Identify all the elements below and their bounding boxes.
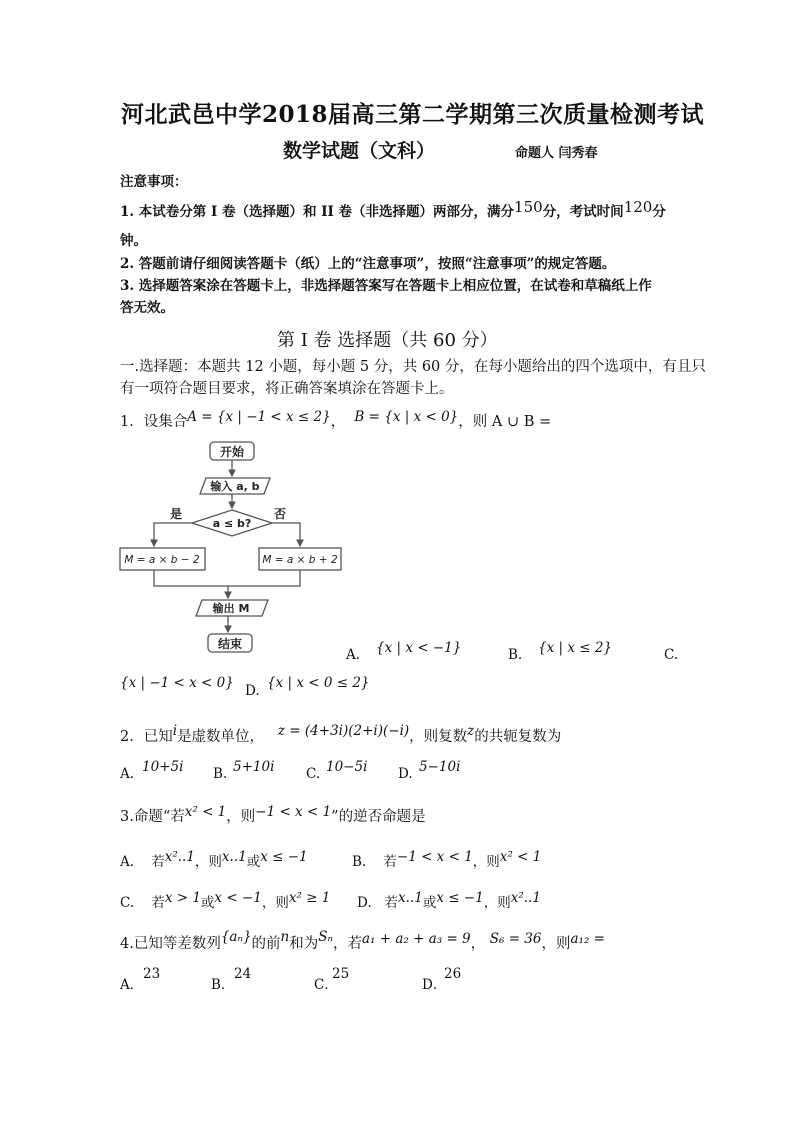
q3-d-6: x²..1 [510, 890, 541, 906]
q4-mid2: 和为 [289, 936, 319, 952]
q3-a-3: ，则 [194, 854, 222, 870]
q3-a-1: 若 [151, 854, 165, 870]
q2-option-d-label: D. [398, 766, 413, 782]
exam-time: 120 [623, 198, 653, 216]
q4-ask: ，则 [541, 936, 571, 952]
question-2-stem [120, 725, 561, 746]
q4-option-b: 24 [234, 966, 252, 982]
q3-b-4: x² < 1 [499, 849, 542, 865]
notes-item-1-text-b: 分，考试时间 [542, 204, 624, 220]
notes-item-3: 3. 选择题答案涂在答题卡上，非选择题答案写在答题卡上相应位置，在试卷和草稿纸上作 [120, 278, 652, 294]
flow-right-label: M = a × b + 2 [262, 554, 338, 566]
q3-a-2: x²..1 [164, 849, 195, 865]
q3-c-label: C. [120, 895, 135, 911]
q3-d-1: 若 [384, 895, 399, 911]
q2-option-d: 5−10i [419, 759, 461, 775]
q4-n: n [280, 929, 290, 945]
q3-c-3: 或 [200, 895, 215, 911]
q1-option-a-label: A. [346, 647, 361, 663]
flowchart [118, 438, 343, 660]
q1-comma: ， [330, 414, 346, 430]
section-title: 第 I 卷 选择题（共 60 分） [277, 330, 498, 351]
q2-option-b-label: B. [213, 766, 228, 782]
q3-d-4: x ≤ −1 [436, 890, 484, 906]
q4-option-d-label: D． [422, 977, 447, 993]
notes-item-3-cont: 答无效。 [120, 300, 174, 316]
question-3-stem [120, 805, 426, 826]
section-intro-1: 一.选择题：本题共 12 小题，每小题 5 分，共 60 分，在每小题给出的四个选项中，有且只 [120, 359, 706, 375]
flow-output-label: 输出 M [212, 602, 250, 615]
q3-suffix: ”的逆否命题是 [331, 809, 426, 825]
q2-ask-b: 的共轭复数为 [474, 729, 562, 745]
q4-prefix: 4.已知等差数列 [120, 936, 221, 952]
q1-option-c: {x | −1 < x < 0} [120, 675, 234, 691]
q3-a-label: A. [120, 854, 135, 870]
q4-mid3: ，若 [332, 936, 362, 952]
q3-d-3: 或 [422, 895, 437, 911]
q3-b-label: B. [352, 854, 367, 870]
q3-option-c [120, 891, 330, 911]
q4-sn: Sₙ [318, 929, 333, 945]
q3-a-6: x ≤ −1 [260, 849, 308, 865]
flow-no-label: 否 [274, 507, 287, 521]
q4-option-c-label: C． [314, 977, 338, 993]
q3-d-label: D. [357, 895, 372, 911]
q3-a-4: x..1 [221, 849, 247, 865]
author-line: 命题人 闫秀春 [515, 146, 598, 161]
q3-a-5: 或 [246, 854, 261, 870]
page-title: 河北武邑中学2018届高三第二学期第三次质量检测考试 [121, 101, 705, 128]
q3-b-2: −1 < x < 1 [396, 849, 473, 865]
q4-a12: a₁₂ = [570, 931, 605, 947]
section-intro-2: 有一项符合题目要求，将正确答案填涂在答题卡上。 [120, 381, 454, 397]
q4-option-a-label: A． [120, 977, 144, 993]
notes-item-1-cont: 钟。 [120, 233, 147, 249]
q3-option-d [357, 891, 541, 911]
q2-mid: 是虚数单位， [177, 729, 265, 745]
q4-option-d: 26 [444, 966, 462, 982]
q1-option-d-label: D. [245, 683, 260, 699]
q3-concl: −1 < x < 1 [255, 804, 332, 820]
q2-option-c-label: C. [306, 766, 321, 782]
q4-option-c: 25 [332, 966, 350, 982]
q2-ask-a: ，则复数 [409, 729, 468, 745]
notes-item-1-text-c: 分 [652, 204, 666, 220]
q1-option-b: {x | x ≤ 2} [538, 640, 613, 656]
q1-set-a: A = {x | −1 < x ≤ 2} [187, 409, 331, 425]
q2-option-a-label: A. [120, 766, 135, 782]
q3-cond: x² < 1 [184, 804, 227, 820]
q3-d-2: x..1 [398, 890, 423, 906]
q2-option-c: 10−5i [326, 759, 368, 775]
flow-input-label: 输入 a, b [210, 480, 260, 493]
q3-option-a [120, 850, 308, 870]
q3-c-2: x > 1 [164, 890, 201, 906]
notes-heading: 注意事项： [120, 174, 188, 190]
flow-left-label: M = a × b − 2 [124, 554, 200, 566]
q3-c-6: x² ≥ 1 [288, 890, 331, 906]
notes-item-1-text-a: 1. 本试卷分第 I 卷（选择题）和 II 卷（非选择题）两部分，满分 [120, 204, 515, 220]
q1-prefix: 1．设集合 [120, 414, 188, 430]
q4-comma: ， [470, 936, 486, 952]
flow-end-label: 结束 [217, 637, 243, 651]
q1-option-a: {x | x < −1} [376, 640, 462, 656]
q3-b-3: ，则 [472, 854, 500, 870]
q3-b-1: 若 [383, 854, 397, 870]
q2-i: i [172, 723, 178, 739]
q3-c-4: x < −1 [214, 890, 262, 906]
q1-ask: ，则 A ∪ B = [458, 414, 552, 430]
q3-option-b [352, 850, 541, 870]
q3-then: ，则 [226, 809, 256, 825]
q4-option-b-label: B． [211, 977, 235, 993]
q1-option-b-label: B. [508, 647, 523, 663]
q1-set-b: B = {x | x < 0} [354, 409, 459, 425]
flow-start-label: 开始 [219, 445, 245, 459]
flow-decision-label: a ≤ b? [212, 517, 252, 530]
notes-item-2: 2. 答题前请仔细阅读答题卡（纸）上的“注意事项”，按照“注意事项”的规定答题。 [120, 256, 616, 272]
full-score: 150 [514, 198, 543, 216]
notes-item-1 [120, 200, 666, 220]
q2-prefix: 2．已知 [120, 729, 173, 745]
q4-mid1: 的前 [251, 936, 281, 952]
q3-d-5: ，则 [483, 895, 511, 911]
q4-seq: {aₙ} [220, 929, 252, 945]
q3-c-5: ，则 [261, 895, 289, 911]
q4-eq1: a₁ + a₂ + a₃ = 9 [361, 931, 471, 947]
q1-option-c-label: C. [664, 647, 679, 663]
q3-c-1: 若 [151, 895, 165, 911]
q2-z: z [467, 723, 475, 739]
question-1-stem [120, 410, 551, 431]
question-4-stem [120, 929, 605, 953]
q3-prefix: 3.命题“若 [120, 809, 185, 825]
q2-option-a: 10+5i [142, 759, 184, 775]
q1-option-d: {x | x < 0 ≤ 2} [267, 675, 370, 691]
q4-eq2: S₆ = 36 [489, 931, 542, 947]
q2-expr: z = (4+3i)(2+i)(−i) [277, 723, 410, 739]
flow-yes-label: 是 [170, 507, 183, 521]
q2-option-b: 5+10i [233, 759, 275, 775]
page-subtitle: 数学试题（文科） [283, 140, 436, 162]
q4-option-a: 23 [143, 966, 161, 982]
